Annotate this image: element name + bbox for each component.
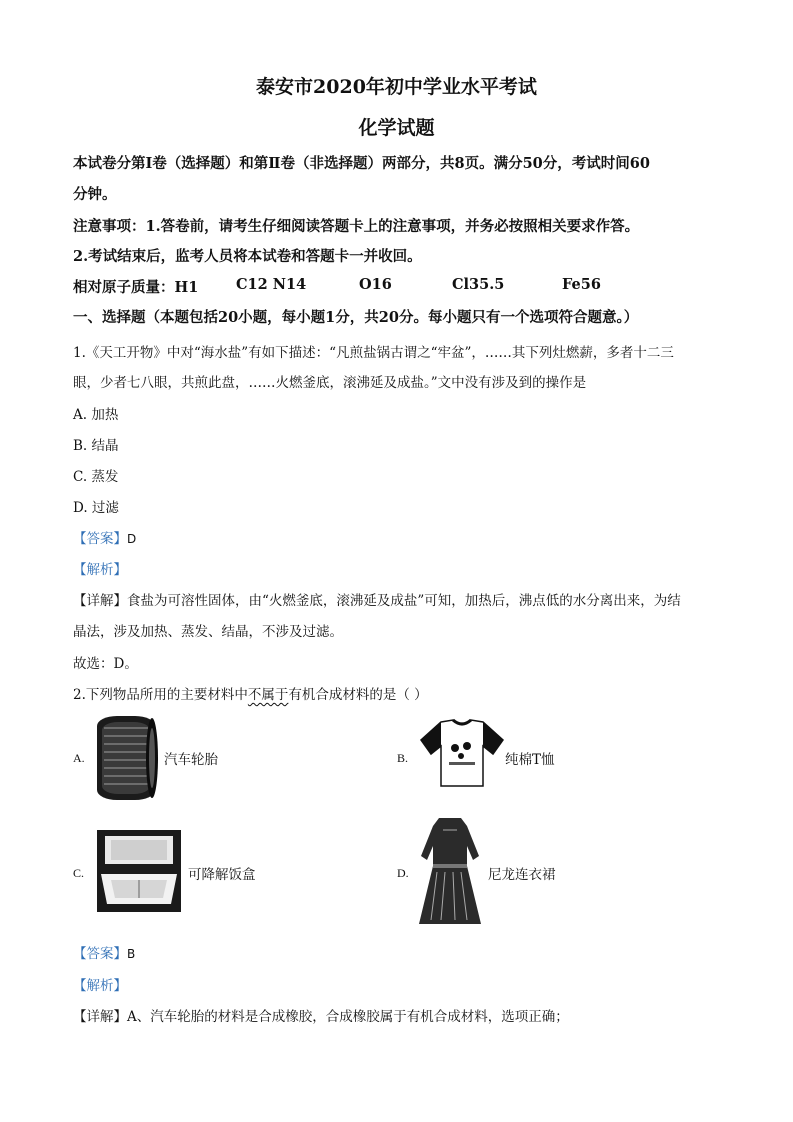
q2-stem — [73, 683, 428, 703]
atomic-mass-cl: Cl35.5 — [452, 276, 505, 293]
q1-conclusion: 故选：D。 — [73, 656, 138, 672]
notes-line-1: 注意事项：1.答卷前，请考生仔细阅读答题卡上的注意事项，并务必按照相关要求作答。 — [73, 218, 640, 235]
q1-option-d: D. 过滤 — [73, 500, 119, 516]
intro-line-1: 本试卷分第Ⅰ卷（选择题）和第Ⅱ卷（非选择题）两部分，共8页。满分50分，考试时间60 — [73, 155, 650, 172]
q2-answer — [73, 942, 135, 962]
atomic-mass-o: O16 — [359, 276, 392, 293]
atomic-mass-label: 相对原子质量：H1 — [73, 279, 199, 296]
q2-analysis-tag: 【解析】 — [73, 978, 127, 994]
q1-analysis-tag: 【解析】 — [73, 562, 127, 578]
q2-option-d-letter: D. — [397, 866, 409, 880]
section-heading: 一、选择题（本题包括20小题，每小题1分，共20分。每小题只有一个选项符合题意。） — [73, 309, 639, 326]
q2-option-a-label: 汽车轮胎 — [164, 752, 218, 768]
tshirt-icon — [419, 716, 505, 790]
q1-stem-line-2: 眼，少者七八眼，共煎此盘，……火燃釜底，滚沸延及成盐。”文中没有涉及到的操作是 — [73, 375, 587, 391]
q1-detail-line-2: 晶法，涉及加热、蒸发、结晶，不涉及过滤。 — [73, 624, 343, 640]
q1-option-a: A. 加热 — [73, 407, 119, 423]
q1-detail-line-1: 【详解】食盐为可溶性固体，由“火燃釜底，滚沸延及成盐”可知，加热后，沸点低的水分离出来，为结 — [73, 593, 681, 609]
atomic-mass-c-n: C12 N14 — [236, 276, 307, 293]
answer-tag: 【答案】 — [73, 531, 127, 547]
answer-value: D — [127, 532, 137, 546]
answer-value: B — [127, 947, 136, 961]
q2-option-b-label: 纯棉T恤 — [505, 752, 555, 768]
q2-option-a-letter: A. — [73, 751, 85, 765]
notes-line-2: 2.考试结束后，监考人员将本试卷和答题卡一并收回。 — [73, 248, 422, 265]
q2-stem-emphasis: 不属于 — [247, 687, 289, 703]
q1-stem-line-1: 1.《天工开物》中对“海水盐”有如下描述：“凡煎盐锅古谓之“牢盆”，……其下列灶燃薪，多者十二三 — [73, 345, 674, 361]
tire-icon — [94, 712, 162, 804]
q2-option-c-label: 可降解饭盒 — [188, 867, 256, 883]
lunchbox-icon — [97, 830, 181, 912]
answer-tag: 【答案】 — [73, 946, 127, 962]
q2-option-c-letter: C. — [73, 866, 85, 880]
page-subtitle: 化学试题 — [358, 117, 435, 139]
q1-answer — [73, 527, 136, 547]
q2-stem-after: 有机合成材料的是（ ） — [288, 687, 428, 703]
page-title: 泰安市2020年初中学业水平考试 — [256, 76, 537, 98]
q1-option-c: C. 蒸发 — [73, 469, 119, 485]
q2-option-b-letter: B. — [397, 751, 409, 765]
intro-line-2: 分钟。 — [73, 186, 117, 203]
atomic-mass-fe: Fe56 — [562, 276, 601, 293]
q2-detail-line-1: 【详解】A、汽车轮胎的材料是合成橡胶，合成橡胶属于有机合成材料，选项正确； — [73, 1009, 569, 1025]
dress-icon — [417, 816, 483, 928]
q2-stem-before: 2.下列物品所用的主要材料中 — [73, 687, 248, 703]
q2-option-d-label: 尼龙连衣裙 — [488, 867, 556, 883]
q1-option-b: B. 结晶 — [73, 438, 119, 454]
